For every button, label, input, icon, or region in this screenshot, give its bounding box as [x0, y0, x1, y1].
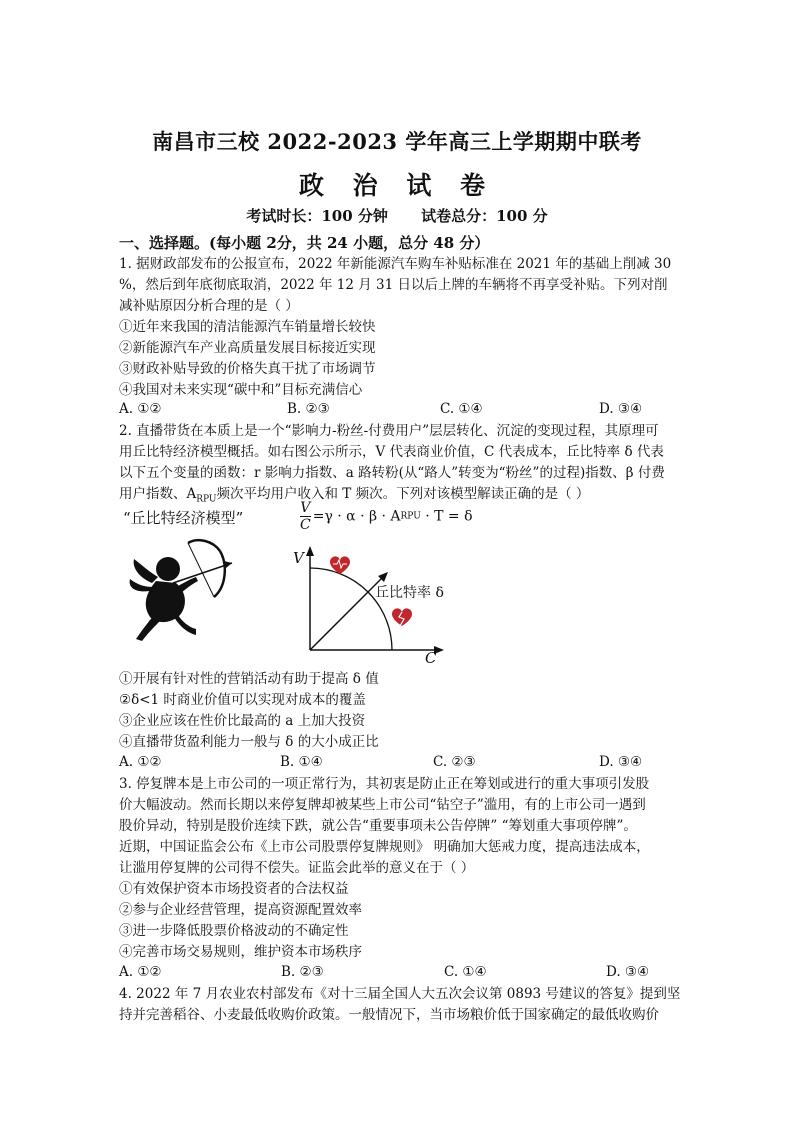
axis-c-label: C — [425, 649, 437, 667]
subject-title: 政 治 试 卷 — [298, 171, 496, 200]
formula-tail: · T = δ — [420, 508, 473, 525]
q2-line-part: 用户指数、A — [119, 486, 197, 502]
q3-line: 近期，中国证监会公布《上市公司股票停复牌规则》 明确加大惩戒力度，提高违法成本， — [119, 839, 650, 855]
q2-statement: ②δ<1 时商业价值可以实现对成本的覆盖 — [119, 692, 366, 708]
q3-option-d[interactable]: D. ③④ — [606, 964, 650, 980]
broken-heart-icon — [392, 608, 412, 626]
q1-option-d[interactable]: D. ③④ — [599, 401, 643, 417]
q1-option-b[interactable]: B. ②③ — [287, 401, 330, 417]
q2-option-b[interactable]: B. ①④ — [280, 754, 323, 770]
formula-fraction — [300, 500, 311, 533]
cupid-icon — [128, 535, 248, 645]
q1-statement: ③财政补贴导致的价格失真干扰了市场调节 — [119, 361, 376, 377]
q2-line: 用丘比特经济模型概括。如右图公示所示，V 代表商业价值，C 代表成本，丘比特率 δ 代表 — [119, 444, 664, 460]
q1-option-c[interactable]: C. ①④ — [440, 401, 483, 417]
exam-total-score: 试卷总分：100 分 — [421, 207, 548, 225]
q1-statement: ①近年来我国的清洁能源汽车销量增长较快 — [119, 319, 376, 335]
formula-denominator: C — [300, 517, 311, 533]
q4-line: 4. 2022 年 7 月农业农村部发布《对十三届全国人大五次会议第 0893 号建议的答复》提到坚 — [119, 986, 681, 1002]
q3-option-b[interactable]: B. ②③ — [281, 964, 324, 980]
q1-option-a[interactable]: A. ①② — [119, 401, 162, 417]
q3-statement: ④完善市场交易规则，维护资本市场秩序 — [119, 944, 362, 960]
q1-line: 减补贴原因分析合理的是（ ） — [119, 298, 299, 314]
q1-line: %，然后到年底彻底取消，2022 年 12 月 31 日以后上牌的车辆将不再享受补贴。下列对削 — [119, 277, 668, 293]
q2-line: 2. 直播带货在本质上是一个“影响力-粉丝-付费用户”层层转化、沉淀的变现过程，其原理可 — [119, 423, 659, 439]
q4-line: 持并完善稻谷、小麦最低收购价政策。一般情况下，当市场粮价低于国家确定的最低收购价 — [119, 1007, 659, 1023]
figure-label: “丘比特经济模型” — [123, 509, 244, 527]
cupid-formula — [300, 500, 473, 533]
q1-statement: ②新能源汽车产业高质量发展目标接近实现 — [119, 340, 376, 356]
q3-option-a[interactable]: A. ①② — [119, 964, 162, 980]
q1-line: 1. 据财政部发布的公报宣布，2022 年新能源汽车购车补贴标准在 2021 年的基础上削减 30 — [119, 256, 672, 272]
q2-line: 以下五个变量的函数：r 影响力指数、a 路转粉(从“路人”转变为“粉丝”的过程)指数、β 付费 — [119, 465, 665, 481]
q3-options — [119, 964, 679, 982]
axis-v-label: V — [293, 549, 304, 567]
q3-line: 3. 停复牌本是上市公司的一项正常行为，其初衷是防止正在筹划或进行的重大事项引发股 — [119, 776, 650, 792]
q2-statement: ④直播带货盈利能力一般与 δ 的大小成正比 — [119, 734, 379, 750]
q2-statement: ③企业应该在性价比最高的 a 上加大投资 — [119, 713, 366, 729]
q3-option-c[interactable]: C. ①④ — [444, 964, 487, 980]
q3-line: 股价异动，特别是股价连续下跌，就公告“重要事项未公告停牌” “筹划重大事项停牌”。 — [119, 818, 637, 834]
exam-info — [0, 205, 794, 226]
q3-line: 价大幅波动。然而长期以来停复牌却被某些上市公司“钻空子”滥用，有的上市公司一遇到 — [119, 797, 646, 813]
q2-option-c[interactable]: C. ②③ — [433, 754, 476, 770]
exam-duration: 考试时长：100 分钟 — [246, 207, 388, 225]
q1-statement: ④我国对未来实现“碳中和”目标充满信心 — [119, 382, 363, 398]
q3-statement: ①有效保护资本市场投资者的合法权益 — [119, 881, 349, 897]
q2-options — [119, 754, 679, 772]
formula-numerator: V — [300, 500, 311, 516]
formula-rest: =γ · α · β · A — [312, 508, 401, 525]
section-heading: 一、选择题。(每小题 2分，共 24 小题，总分 48 分） — [119, 234, 490, 252]
rpu-subscript: RPU — [196, 494, 217, 505]
q3-statement: ③进一步降低股票价格波动的不确定性 — [119, 923, 349, 939]
q3-line: 让滥用停复牌的公司得不偿失。证监会此举的意义在于（ ） — [119, 860, 475, 876]
q1-options — [119, 401, 679, 419]
q2-option-a[interactable]: A. ①② — [119, 754, 162, 770]
curve-label: 丘比特率 δ — [375, 585, 444, 601]
q2-line-part: 频次平均用户收入和 T 频次。下列对该模型解读正确的是（ ） — [216, 486, 590, 502]
q2-option-d[interactable]: D. ③④ — [599, 754, 643, 770]
formula-subscript: RPU — [400, 511, 421, 522]
exam-title: 南昌市三校 2022-2023 学年高三上学期期中联考 — [152, 129, 642, 154]
q3-statement: ②参与企业经营管理，提高资源配置效率 — [119, 902, 362, 918]
q2-statement: ①开展有针对性的营销活动有助于提高 δ 值 — [119, 671, 379, 687]
